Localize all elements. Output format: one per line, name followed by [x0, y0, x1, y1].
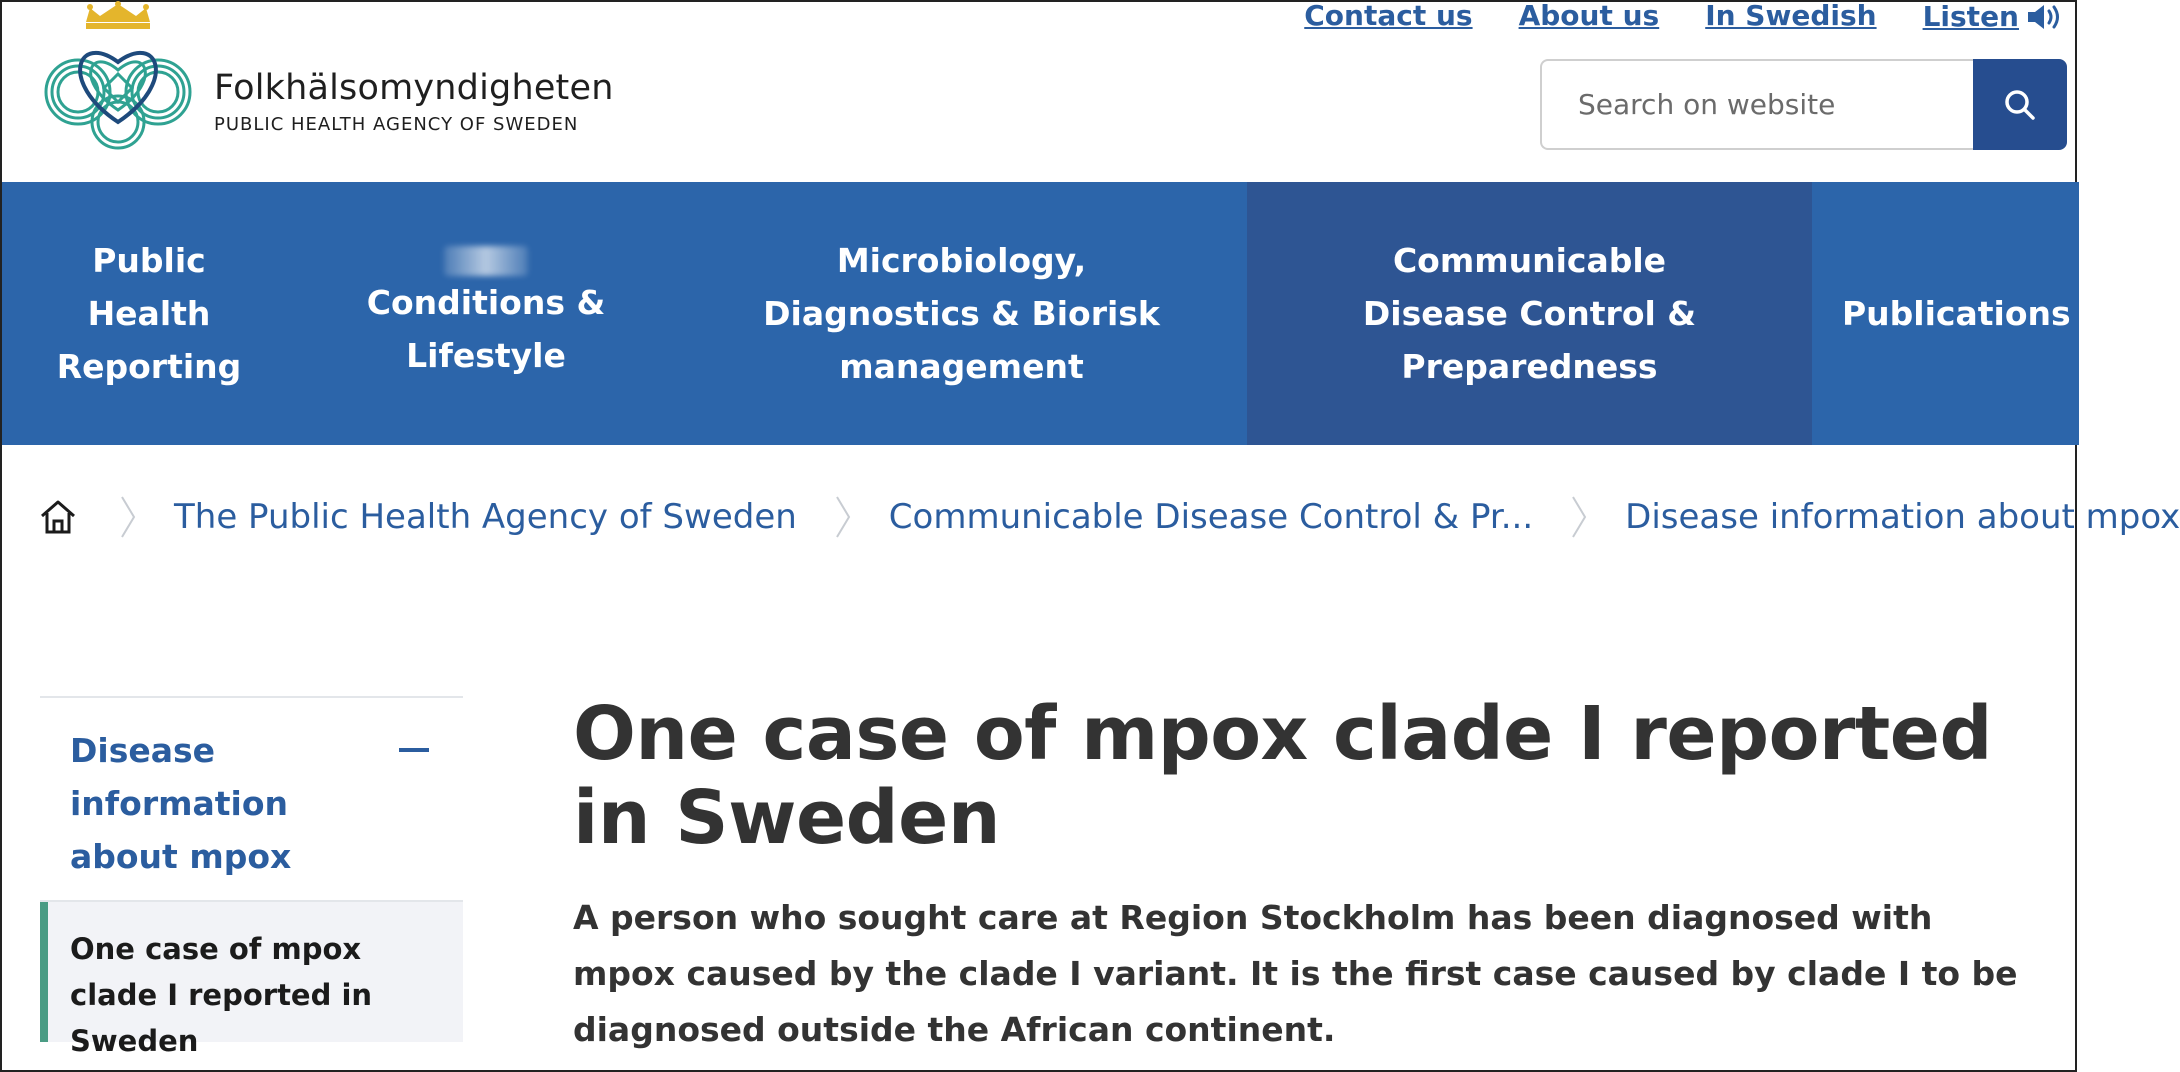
nav-item-publications[interactable] — [1812, 182, 2079, 445]
nav-item-label: Publications — [1842, 294, 2071, 333]
contact-us-link[interactable]: Contact us — [1304, 0, 1473, 32]
article — [573, 692, 2063, 1058]
listen-link[interactable] — [1923, 2, 2065, 32]
top-links — [1304, 2, 2065, 36]
nav-item-label: Microbiology, Diagnostics & Biorisk management — [763, 241, 1160, 386]
chevron-right-icon — [1533, 495, 1625, 539]
nav-item-public-health-reporting[interactable] — [2, 182, 296, 445]
nav-item-label: Public Health Reporting — [56, 241, 242, 386]
site-header — [2, 2, 2079, 182]
site-logo[interactable] — [38, 2, 614, 162]
breadcrumb — [38, 487, 2180, 547]
breadcrumb-communicable-link[interactable]: Communicable Disease Control & Pr... — [888, 497, 1534, 537]
search-button[interactable] — [1973, 59, 2067, 150]
chevron-right-icon — [82, 495, 174, 539]
nav-item-conditions-lifestyle[interactable] — [296, 182, 676, 445]
sidebar-section — [40, 696, 463, 902]
breadcrumb-mpox-link[interactable]: Disease information about mpox — [1625, 497, 2180, 537]
search-input[interactable] — [1540, 59, 1973, 150]
section-sidebar — [40, 696, 463, 1058]
main-navigation — [2, 182, 2079, 445]
in-swedish-link[interactable]: In Swedish — [1705, 0, 1877, 32]
minus-icon[interactable] — [399, 748, 429, 752]
obscured-text — [444, 246, 528, 276]
breadcrumb-home[interactable] — [38, 495, 82, 539]
about-us-link[interactable]: About us — [1518, 0, 1660, 32]
logo-emblem — [38, 2, 198, 152]
logo-name: Folkhälsomyndigheten — [214, 68, 614, 108]
article-lead: A person who sought care at Region Stockholm has been diagnosed with mpox caused by the clade I variant. It is the first case caused by clade I to be diagnosed outside the African continent. — [573, 898, 2018, 1049]
logo-subtitle: PUBLIC HEALTH AGENCY OF SWEDEN — [214, 114, 579, 135]
search-icon — [2003, 88, 2037, 122]
sidebar-section-title[interactable]: Disease information about mpox — [70, 731, 292, 876]
site-search — [1540, 59, 2067, 150]
listen-label: Listen — [1922, 0, 2019, 33]
page-title: One case of mpox clade I reported in Sweden — [573, 691, 1992, 861]
home-icon — [38, 498, 78, 536]
nav-item-microbiology[interactable] — [676, 182, 1247, 445]
nav-item-label: Conditions & Lifestyle — [366, 282, 606, 375]
speaker-icon — [2025, 2, 2065, 32]
nav-item-label: Communicable Disease Control & Preparedness — [1362, 241, 1697, 386]
sidebar-item-current[interactable]: One case of mpox clade I reported in Sweden — [40, 902, 463, 1042]
chevron-right-icon — [797, 495, 889, 539]
breadcrumb-agency-link[interactable]: The Public Health Agency of Sweden — [174, 497, 797, 537]
nav-item-communicable-disease[interactable] — [1247, 182, 1812, 445]
